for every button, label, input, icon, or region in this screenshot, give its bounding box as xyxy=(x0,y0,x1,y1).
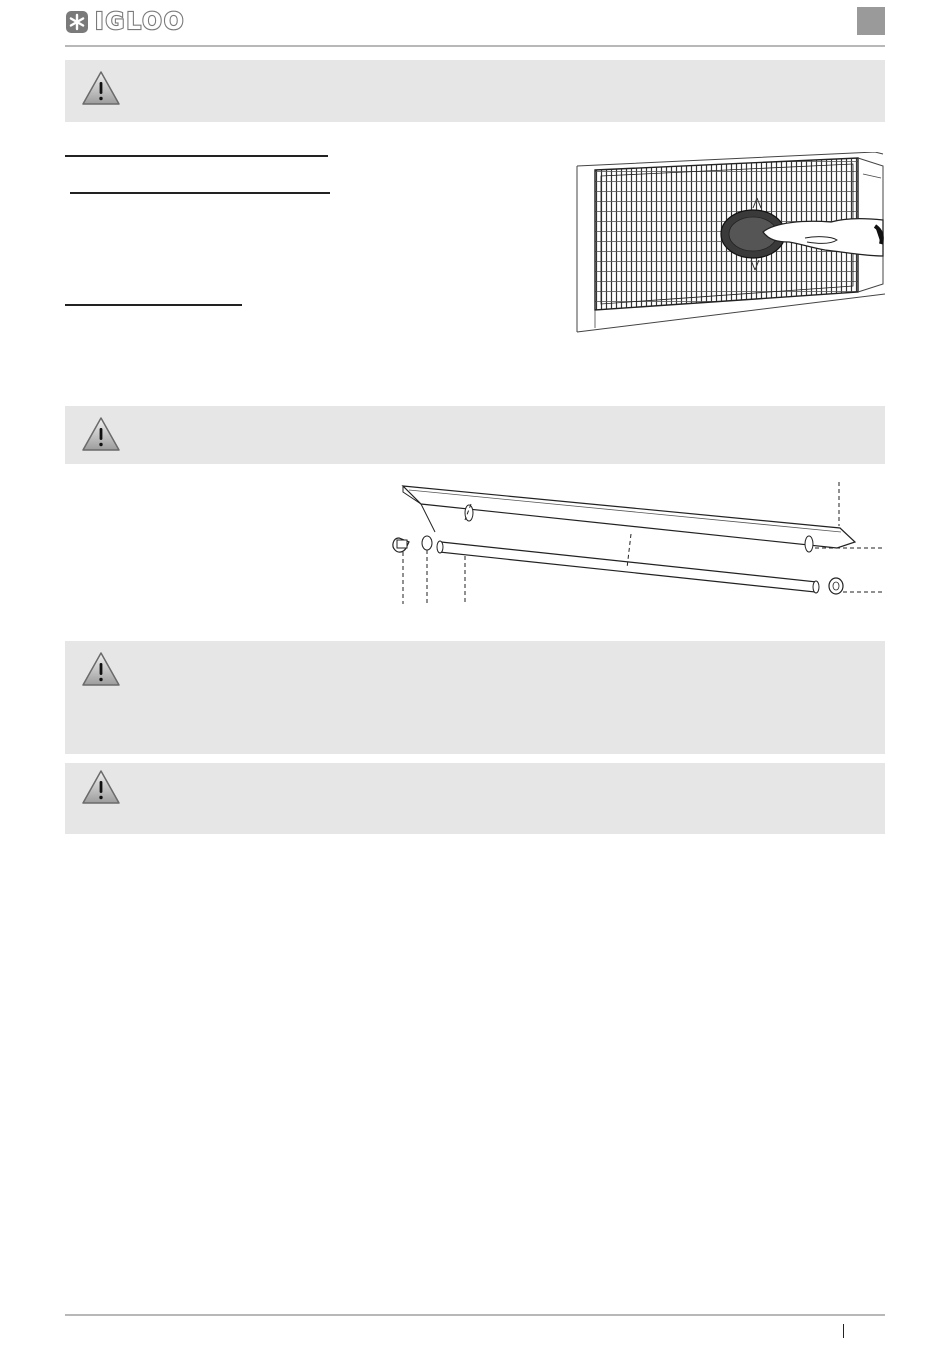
brand-logo xyxy=(65,10,185,34)
footer-rule xyxy=(65,1314,885,1316)
warning-panel-3 xyxy=(65,641,885,754)
condenser-cleaning-illustration xyxy=(575,152,885,334)
warning-panel-1 xyxy=(65,60,885,122)
snowflake-icon xyxy=(65,10,89,34)
page-number-separator xyxy=(843,1324,844,1338)
warning-triangle-icon xyxy=(81,769,121,805)
warning-triangle-icon xyxy=(81,70,121,106)
brand-name: IGLOO xyxy=(95,9,186,35)
heading-underline-2 xyxy=(70,192,330,194)
warning-triangle-icon xyxy=(81,416,121,452)
header-rule xyxy=(65,45,885,47)
fluorescent-lamp-exploded-diagram xyxy=(385,476,885,606)
warning-panel-4 xyxy=(65,763,885,834)
section-marker xyxy=(857,7,885,35)
heading-underline-1 xyxy=(65,155,328,157)
heading-underline-3 xyxy=(65,304,242,306)
warning-triangle-icon xyxy=(81,651,121,687)
warning-panel-2 xyxy=(65,406,885,464)
